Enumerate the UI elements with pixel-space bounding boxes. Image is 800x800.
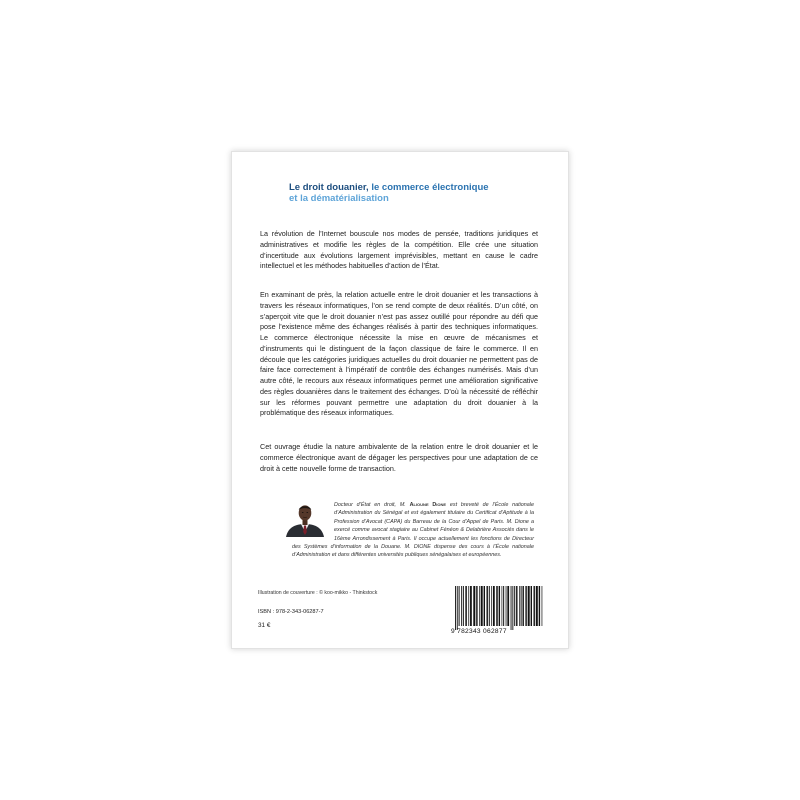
- author-photo: [284, 501, 326, 537]
- author-name: Alioune Dione: [409, 502, 447, 508]
- cover-illustration-credit: Illustration de couverture : © koo-mikko - Thinkstock: [258, 590, 378, 596]
- barcode-number: 9 782343 062877: [451, 628, 507, 635]
- price: 31 €: [258, 622, 271, 629]
- author-bio: [292, 501, 534, 560]
- bio-rest: est breveté de l’École nationale d’Administration du Sénégal et est également titulaire du Certificat d’Aptitude à la Profession d’Avocat (CAPA) du Barreau de la Cour d’Appel de Paris. M. Dione a exercé comme avocat stagiaire au Cabinet Fénéon & Delabrière Associés dans le 16ème Arrondissement à Paris. Il occupe actuellement les fonctions de Directeur des Systèmes d’information de la Douane. M. DIONE dispense des cours à l’École nationale d’Administration et dans différentes universités publiques sénégalaises et européennes.: [292, 502, 534, 559]
- title-part-3: et la dématérialisation: [289, 193, 389, 204]
- book-title: [289, 182, 559, 204]
- isbn: ISBN : 978-2-343-06287-7: [258, 609, 324, 615]
- bio-intro: Docteur d’État en droit, M.: [334, 502, 410, 508]
- barcode: [451, 586, 543, 634]
- title-part-2: le commerce électronique: [368, 182, 489, 193]
- summary-paragraph-1: La révolution de l’Internet bouscule nos modes de pensée, traditions juridiques et administratives et modifie les règles de la compétition. Elle crée une situation d’incertitude aux évolutions largement imprévisibles, mettant en cause le cadre intellectuel et les méthodes habituelles d’action de l’État.: [260, 229, 538, 271]
- summary-paragraph-3: Cet ouvrage étudie la nature ambivalente de la relation entre le droit douanier et le commerce électronique avant de dégager les perspectives pour une adaptation de ce droit à cette nouvelle forme de transaction.: [260, 442, 538, 473]
- title-part-1: Le droit douanier,: [289, 182, 369, 193]
- summary-paragraph-2: En examinant de près, la relation actuelle entre le droit douanier et les transactions à travers les réseaux informatiques, l’on se rend compte de deux réalités. D’un côté, on s’aperçoit vite que le droit douanier n’est pas assez outillé pour répondre au défi que pose l’existence même des échanges réalisés à partir des techniques informatiques. Le commerce électronique nécessite la mise en œuvre de mécanismes et d’instruments qui le distinguent de la façon classique de faire le commerce. Il en découle que les catégories juridiques actuelles du droit douanier ne permettent pas de faire face correctement à l’impératif de contrôle des échanges numérisés. Mais d’un autre côté, le recours aux réseaux informatiques permet une amélioration significative des règles douanières dans le traitement des échanges. D’où la nécessité de réfléchir sur les réformes pouvant permettre une adaptation du droit douanier à la problématique des réseaux informatiques.: [260, 290, 538, 418]
- book-back-cover: [231, 151, 569, 649]
